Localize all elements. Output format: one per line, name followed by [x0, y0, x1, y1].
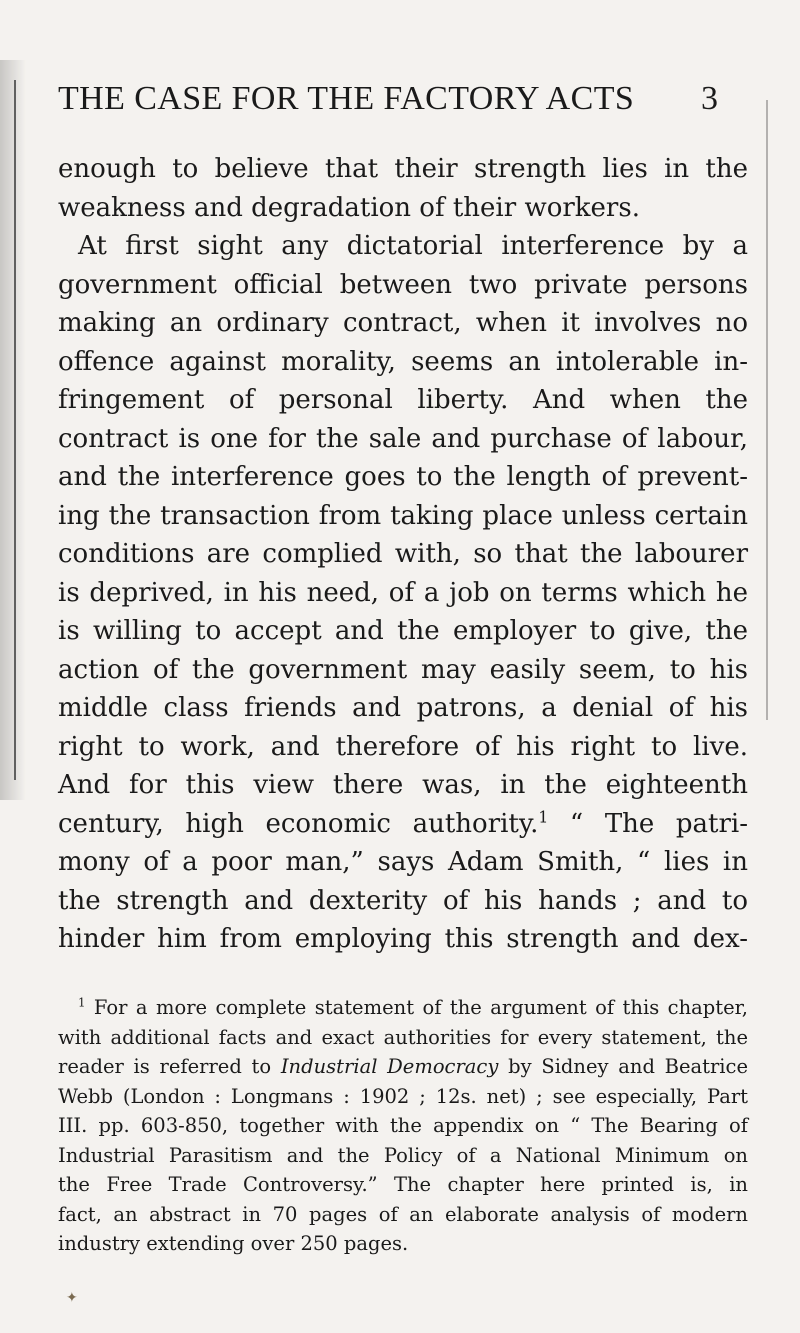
gutter-edge — [14, 80, 16, 780]
text-line: and the interference goes to the length of prevent- — [58, 462, 748, 492]
text-line: mony of a poor man,” says Adam Smith, “ lies in — [58, 847, 748, 877]
footnote-line: the Free Trade Controversy.” The chapter here printed is, in — [58, 1173, 748, 1196]
text-line: hinder him from employing this strength and dex- — [58, 924, 748, 954]
gutter-shadow — [0, 60, 26, 800]
text-line: making an ordinary contract, when it involves no — [58, 308, 748, 338]
book-title: Industrial Democracy — [280, 1055, 499, 1078]
footnote-marker: 1 — [78, 995, 86, 1010]
text-line: action of the government may easily seem, to his — [58, 654, 748, 685]
text-line: At first sight any dictatorial interference by a — [78, 231, 748, 261]
body-text — [58, 150, 748, 959]
text-line: And for this view there was, in the eighteenth — [58, 770, 748, 800]
footnote-line: $^1$ For a more complete statement of the argument of this chapter, — [78, 995, 748, 1019]
text-line: conditions are complied with, so that the labourer — [58, 539, 748, 569]
text-line: is deprived, in his need, of a job on terms which he — [58, 577, 748, 608]
text-line: is willing to accept and the employer to give, the — [58, 616, 748, 646]
text-line: contract is one for the sale and purchase of labour, — [58, 423, 748, 454]
footnotes — [58, 993, 748, 1259]
text-line: fringement of personal liberty. And when the — [58, 385, 748, 415]
footnote-line: Industrial Parasitism and the Policy of a National Minimum on — [58, 1143, 748, 1167]
running-head — [36, 80, 766, 124]
text-line: right to work, and therefore of his right to live. — [58, 731, 748, 762]
footnote-line: with additional facts and exact authorities for every statement, the — [58, 1025, 748, 1049]
footnote-line: Webb (London : Longmans : 1902 ; 12s. net) ; see especially, Part — [58, 1084, 748, 1108]
text-line: offence against morality, seems an intolerable in- — [58, 346, 748, 377]
text-line-tail: “ The patri- — [569, 808, 749, 839]
text-line: enough to believe that their strength lies in the — [58, 154, 748, 184]
running-title: THE CASE FOR THE FACTORY ACTS — [58, 80, 635, 117]
footnote-line: III. pp. 603-850, together with the appendix on “ The Bearing of — [58, 1114, 748, 1137]
page-edge-mark — [766, 100, 768, 720]
text-line: government official between two private persons — [58, 269, 748, 300]
text-line — [58, 805, 748, 844]
footnote-ref: 1 — [538, 807, 549, 826]
footnote-line: fact, an abstract in 70 pages of an elaborate analysis of modern — [58, 1202, 748, 1226]
text-line-start: century, high economic authority. — [58, 808, 539, 839]
ink-smudge: ✦ — [66, 1290, 78, 1306]
text-line: ing the transaction from taking place unless certain — [58, 500, 748, 531]
text-line: weakness and degradation of their workers. — [58, 192, 640, 223]
text-line: the strength and dexterity of his hands ; and to — [58, 885, 748, 916]
footnote-line: reader is referred to Industrial Democracy by Sidney and Beatrice — [58, 1055, 748, 1078]
text-line: middle class friends and patrons, a denial of his — [58, 693, 748, 723]
footnote-line: industry extending over 250 pages. — [58, 1232, 409, 1255]
page-number: 3 — [701, 80, 718, 117]
